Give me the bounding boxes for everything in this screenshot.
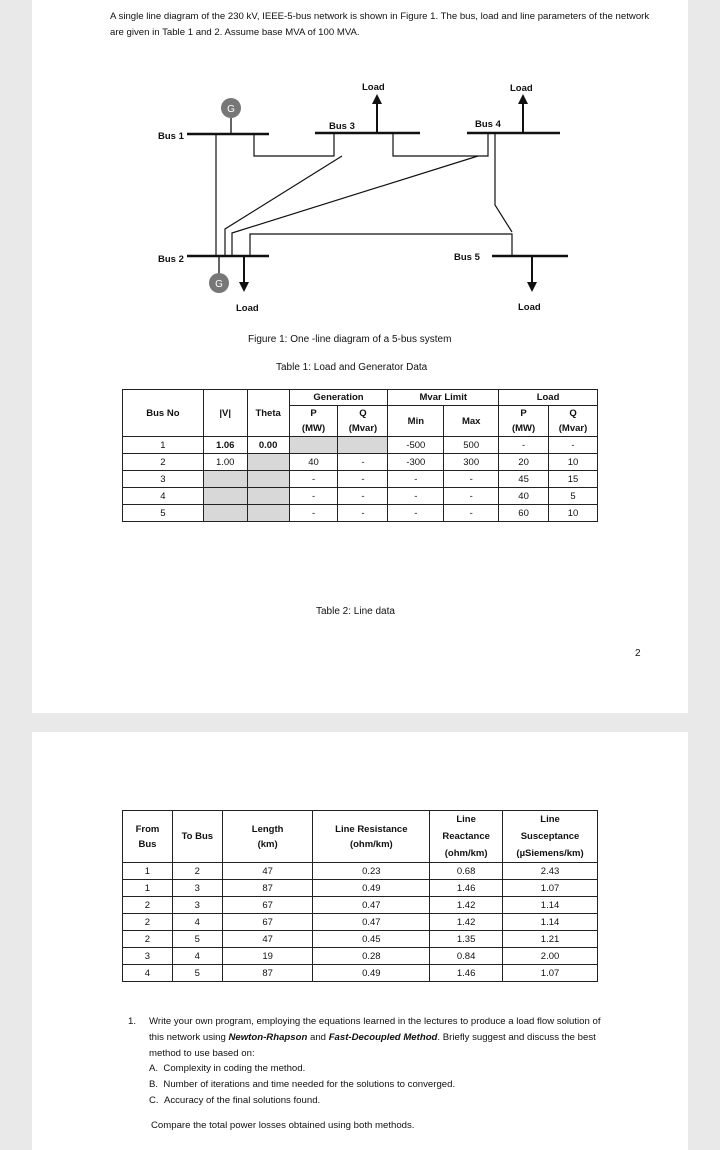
header-min: Min [388,406,444,437]
load-arrow-bus2-icon [239,282,249,292]
table-row: 5 - - - - 60 10 [123,505,598,522]
list-item: B. Number of iterations and time needed for the solutions to converged. [149,1079,456,1091]
header-length: Length (km) [222,811,313,863]
line-3-4 [393,133,488,156]
header-from-bus: From Bus [123,811,173,863]
table1-caption: Table 1: Load and Generator Data [276,362,428,373]
question-number: 1. [128,1016,137,1027]
load-label-bus3: Load [362,82,385,93]
header-susceptance: Line Susceptance (µSiemens/km) [503,811,598,863]
header-load-p: P (MW) [499,406,549,437]
load-arrow-bus3-icon [372,94,382,104]
load-arrow-bus5-icon [527,282,537,292]
header-generation: Generation [289,390,388,406]
load-arrow-bus4-icon [518,94,528,104]
header-voltage: |V| [203,390,247,437]
bus-1-label: Bus 1 [158,131,184,142]
method-newton-rhapson: Newton-Rhapson [228,1031,308,1043]
header-gen-p: P (MW) [289,406,338,437]
line-1-3 [254,133,334,156]
load-label-bus5: Load [518,302,541,313]
table-row: 2 4 67 0.47 1.42 1.14 [123,914,598,931]
bus-4-label: Bus 4 [475,119,501,130]
table-row: 2 1.00 40 - -300 300 20 10 [123,454,598,471]
bus-2-label: Bus 2 [158,254,184,265]
table-row: 1 2 47 0.23 0.68 2.43 [123,863,598,880]
load-label-bus4: Load [510,83,533,94]
table-row: 3 4 19 0.28 0.84 2.00 [123,948,598,965]
line-data-table [122,810,598,982]
line-2-3 [225,156,342,256]
table-row: 4 5 87 0.49 1.46 1.07 [123,965,598,982]
intro-paragraph: A single line diagram of the 230 kV, IEEE-5-bus network is shown in Figure 1. The bus, load and line parameters of the network are given in Table 1 and 2. Assume base MVA of 100 MVA. [110,11,650,38]
load-label-bus2: Load [236,303,259,314]
table2-caption: Table 2: Line data [316,606,395,617]
bus-5-label: Bus 5 [454,252,480,263]
question-closing: Compare the total power losses obtained using both methods. [151,1119,415,1131]
table-row: 3 - - - - 45 15 [123,471,598,488]
bus-3-label: Bus 3 [329,121,355,132]
list-item: A. Complexity in coding the method. [149,1063,306,1075]
generator-1-label: G [227,104,235,115]
header-to-bus: To Bus [172,811,222,863]
line-2-4 [232,156,478,256]
figure-caption: Figure 1: One -line diagram of a 5-bus system [248,334,452,345]
header-max: Max [444,406,499,437]
page-number: 2 [635,648,641,659]
table-row: 1 3 87 0.49 1.46 1.07 [123,880,598,897]
list-item: C. Accuracy of the final solutions found. [149,1094,321,1106]
table-row: 4 - - - - 40 5 [123,488,598,505]
line-4-5 [495,133,512,232]
header-gen-q: Q (Mvar) [338,406,388,437]
header-mvar-limit: Mvar Limit [388,390,499,406]
document-page-2 [32,732,688,1150]
generator-2-label: G [215,279,223,290]
header-bus-no: Bus No [123,390,204,437]
question-block [128,1014,612,1134]
one-line-diagram [32,0,688,330]
header-resistance: Line Resistance (ohm/km) [313,811,430,863]
question-main: 1. Write your own program, employing the equations learned in the lectures to produce a load flow solution of this network using Newton-Rhapson and Fast-Decoupled Method. Briefly suggest and discuss the best method to use based on: [128,1016,601,1059]
header-load-q: Q (Mvar) [549,406,598,437]
table-row: 2 3 67 0.47 1.42 1.14 [123,897,598,914]
header-theta: Theta [247,390,289,437]
header-load: Load [499,390,598,406]
document-page-1 [32,0,688,713]
header-reactance: Line Reactance (ohm/km) [430,811,503,863]
table-row: 1 1.06 0.00 -500 500 - - [123,437,598,454]
table-row: 2 5 47 0.45 1.35 1.21 [123,931,598,948]
method-fast-decoupled: Fast-Decoupled Method [328,1031,438,1043]
load-generator-table [122,389,598,522]
